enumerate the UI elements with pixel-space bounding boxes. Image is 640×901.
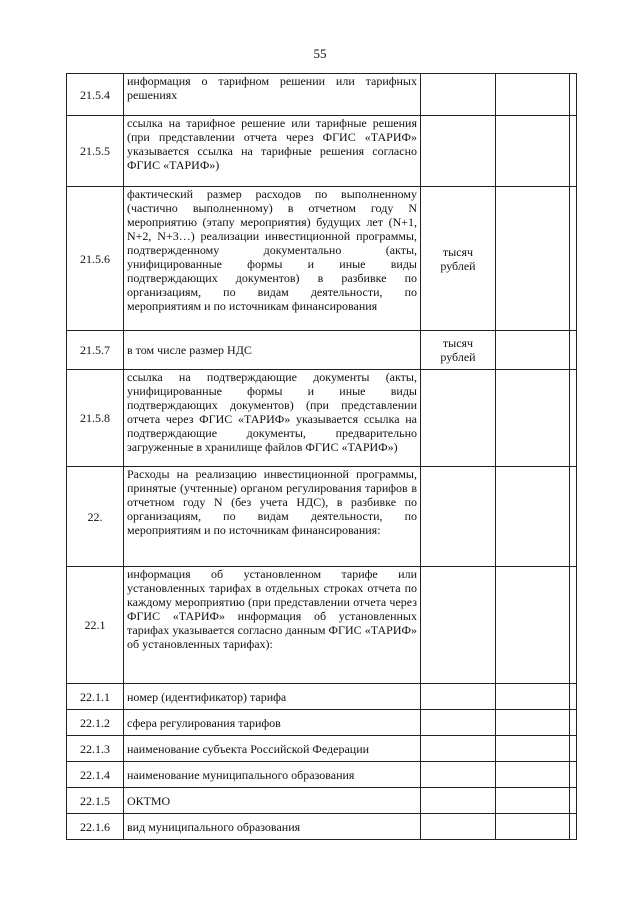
row-description: ссылка на подтверждающие документы (акты, унифицированные формы и иные виды подтверждающих документов) (при представлении отчета через ФГИС «ТАРИФ» указывается ссылка на подтверждающие документы, предварительно загруженные в хранилище файлов ФГИС «ТАРИФ») bbox=[124, 370, 421, 467]
row-extra-cell bbox=[570, 814, 577, 840]
row-extra-cell bbox=[570, 762, 577, 788]
row-description: Расходы на реализацию инвестиционной программы, принятые (учтенные) органом регулирования тарифов в отчетном году N (без учета НДС), в разбивке по организациям, по видам деятельности, по мероприятиям и по источникам финансирования: bbox=[124, 467, 421, 567]
row-description: ссылка на тарифное решение или тарифные решения (при представлении отчета через ФГИС «ТАРИФ» указывается ссылка на тарифные решения согласно ФГИС «ТАРИФ») bbox=[124, 116, 421, 187]
row-value-cell bbox=[496, 762, 570, 788]
table-row bbox=[67, 567, 577, 684]
row-value-cell bbox=[496, 187, 570, 331]
row-extra-cell bbox=[570, 116, 577, 187]
row-unit: тысяч рублей bbox=[421, 331, 496, 370]
row-extra-cell bbox=[570, 187, 577, 331]
row-code: 21.5.6 bbox=[67, 187, 124, 331]
page-number: 55 bbox=[313, 46, 327, 61]
row-code: 22.1.2 bbox=[67, 710, 124, 736]
row-extra-cell bbox=[570, 788, 577, 814]
row-value-cell bbox=[496, 567, 570, 684]
row-code: 22.1.6 bbox=[67, 814, 124, 840]
row-unit bbox=[421, 710, 496, 736]
table-row bbox=[67, 467, 577, 567]
row-extra-cell bbox=[570, 331, 577, 370]
table-row bbox=[67, 814, 577, 840]
table-row bbox=[67, 710, 577, 736]
row-code: 22.1.5 bbox=[67, 788, 124, 814]
row-description: информация о тарифном решении или тарифных решениях bbox=[124, 74, 421, 116]
table-row bbox=[67, 762, 577, 788]
row-code: 22.1.4 bbox=[67, 762, 124, 788]
table-row bbox=[67, 370, 577, 467]
row-extra-cell bbox=[570, 74, 577, 116]
table-row bbox=[67, 74, 577, 116]
row-value-cell bbox=[496, 74, 570, 116]
row-unit bbox=[421, 370, 496, 467]
row-code: 21.5.4 bbox=[67, 74, 124, 116]
table-row bbox=[67, 331, 577, 370]
row-description: информация об установленном тарифе или установленных тарифах в отдельных строках отчета по каждому мероприятию (при представлении отчета через ФГИС «ТАРИФ» информация об установленных тарифах указывается согласно данным ФГИС «ТАРИФ» об установленных тарифах): bbox=[124, 567, 421, 684]
row-value-cell bbox=[496, 370, 570, 467]
table-row bbox=[67, 684, 577, 710]
row-extra-cell bbox=[570, 710, 577, 736]
row-extra-cell bbox=[570, 370, 577, 467]
row-value-cell bbox=[496, 788, 570, 814]
row-value-cell bbox=[496, 814, 570, 840]
row-extra-cell bbox=[570, 736, 577, 762]
row-value-cell bbox=[496, 116, 570, 187]
row-unit: тысяч рублей bbox=[421, 187, 496, 331]
row-code: 22. bbox=[67, 467, 124, 567]
row-unit bbox=[421, 116, 496, 187]
row-unit bbox=[421, 567, 496, 684]
table-row bbox=[67, 736, 577, 762]
row-unit bbox=[421, 814, 496, 840]
row-value-cell bbox=[496, 467, 570, 567]
row-value-cell bbox=[496, 710, 570, 736]
row-description: сфера регулирования тарифов bbox=[124, 710, 421, 736]
row-description: в том числе размер НДС bbox=[124, 331, 421, 370]
row-code: 22.1.3 bbox=[67, 736, 124, 762]
row-unit bbox=[421, 762, 496, 788]
row-description: ОКТМО bbox=[124, 788, 421, 814]
row-description: вид муниципального образования bbox=[124, 814, 421, 840]
row-value-cell bbox=[496, 684, 570, 710]
table-row bbox=[67, 187, 577, 331]
row-code: 21.5.5 bbox=[67, 116, 124, 187]
table-row bbox=[67, 116, 577, 187]
row-unit bbox=[421, 736, 496, 762]
row-value-cell bbox=[496, 331, 570, 370]
row-extra-cell bbox=[570, 467, 577, 567]
row-extra-cell bbox=[570, 567, 577, 684]
row-code: 21.5.8 bbox=[67, 370, 124, 467]
row-extra-cell bbox=[570, 684, 577, 710]
report-table bbox=[66, 73, 577, 840]
row-unit bbox=[421, 467, 496, 567]
row-code: 22.1 bbox=[67, 567, 124, 684]
row-description: наименование муниципального образования bbox=[124, 762, 421, 788]
row-value-cell bbox=[496, 736, 570, 762]
row-description: фактический размер расходов по выполненному (частично выполненному) в отчетном году N мероприятию (этапу мероприятия) будущих лет (N+1, N+2, N+3…) реализации инвестиционной программы, подтвержденному документально (акты, унифицированные формы и иные виды подтверждающих документов) в разбивке по организациям, по видам деятельности, по мероприятиям и по источникам финансирования bbox=[124, 187, 421, 331]
row-unit bbox=[421, 684, 496, 710]
row-description: номер (идентификатор) тарифа bbox=[124, 684, 421, 710]
row-description: наименование субъекта Российской Федерации bbox=[124, 736, 421, 762]
row-unit bbox=[421, 788, 496, 814]
table-row bbox=[67, 788, 577, 814]
row-code: 22.1.1 bbox=[67, 684, 124, 710]
row-unit bbox=[421, 74, 496, 116]
row-code: 21.5.7 bbox=[67, 331, 124, 370]
